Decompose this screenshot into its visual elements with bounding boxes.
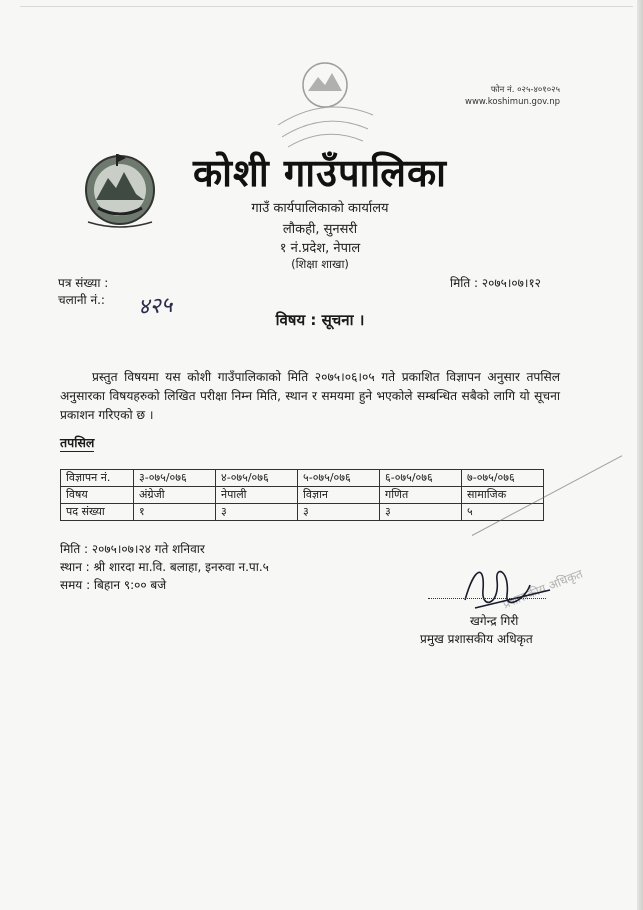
province-line: १ नं.प्रदेश, नेपाल: [279, 241, 361, 256]
municipal-seal-icon: [268, 55, 383, 150]
table-cell: अंग्रेजी: [134, 487, 216, 504]
table-cell: गणित: [380, 487, 462, 504]
signatory-name: खगेन्द्र गिरी: [470, 614, 519, 628]
official-stamp-text: प्रशासकीय अधिकृत: [500, 566, 585, 612]
notice-body: प्रस्तुत विषयमा यस कोशी गाउँपालिकाको मिति २०७५।०६।०५ गते प्रकाशित विज्ञापन अनुसार तपसिल अनुसारका विषयहरुको लिखित परीक्षा निम्न मिति, स्थान र समयमा हुने भएकोले सम्बन्धित सबैको लागि यो सूचना प्रकाशन गरिएको छ ।: [60, 370, 560, 422]
table-row-subject: [61, 487, 544, 504]
subject-line: विषय : सूचना ।: [275, 311, 365, 329]
dispatch-number-handwritten: ४२५: [137, 292, 174, 321]
row-label: पद संख्या: [61, 504, 134, 521]
contact-info: [420, 84, 560, 108]
table-row-posts: [61, 504, 544, 521]
row-label: विषय: [61, 487, 134, 504]
exam-venue: स्थान : श्री शारदा मा.वि. बलाहा, इनरुवा न.पा.५: [60, 560, 269, 574]
office-location: लौकही, सुनसरी: [282, 222, 358, 237]
signatory-title: प्रमुख प्रशासकीय अधिकृत: [420, 632, 533, 646]
office-name: गाउँ कार्यपालिकाको कार्यालय: [251, 201, 389, 216]
scan-edge-line: [20, 6, 633, 7]
row-label: विज्ञापन नं.: [61, 470, 134, 487]
table-cell: ३: [380, 504, 462, 521]
table-cell: नेपाली: [216, 487, 298, 504]
table-cell: ५-०७५/०७६: [298, 470, 380, 487]
table-cell: ५: [462, 504, 544, 521]
signature-icon: [455, 560, 575, 620]
table-cell: ६-०७५/०७६: [380, 470, 462, 487]
table-row-ad-number: [61, 470, 544, 487]
table-cell: ७-०७५/०७६: [462, 470, 544, 487]
table-cell: ४-०७५/०७६: [216, 470, 298, 487]
signature-dotted-line: [428, 598, 546, 599]
municipality-title: कोशी गाउँपालिका: [192, 151, 448, 195]
phone-number: फोन नं. ०२५-४०१०२५: [490, 85, 560, 95]
letter-date: मिति : २०७५।०७।१२: [450, 276, 541, 290]
scan-edge-shadow: [637, 0, 643, 910]
website-url: www.koshimun.gov.np: [465, 97, 560, 107]
dispatch-number-label: चलानी नं.:: [58, 293, 105, 307]
section-line: (शिक्षा शाखा): [291, 257, 349, 271]
exam-schedule-table: [60, 469, 544, 521]
table-cell: ३: [216, 504, 298, 521]
table-cell: सामाजिक: [462, 487, 544, 504]
exam-date: मिति : २०७५।०७।२४ गते शनिवार: [60, 542, 205, 556]
table-cell: विज्ञान: [298, 487, 380, 504]
schedule-heading: तपसिल: [60, 435, 95, 450]
exam-time: समय : बिहान ९:०० बजे: [60, 578, 167, 592]
table-cell: ३-०७५/०७६: [134, 470, 216, 487]
letter-number-label: पत्र संख्या :: [58, 276, 109, 290]
table-cell: १: [134, 504, 216, 521]
table-cell: ३: [298, 504, 380, 521]
